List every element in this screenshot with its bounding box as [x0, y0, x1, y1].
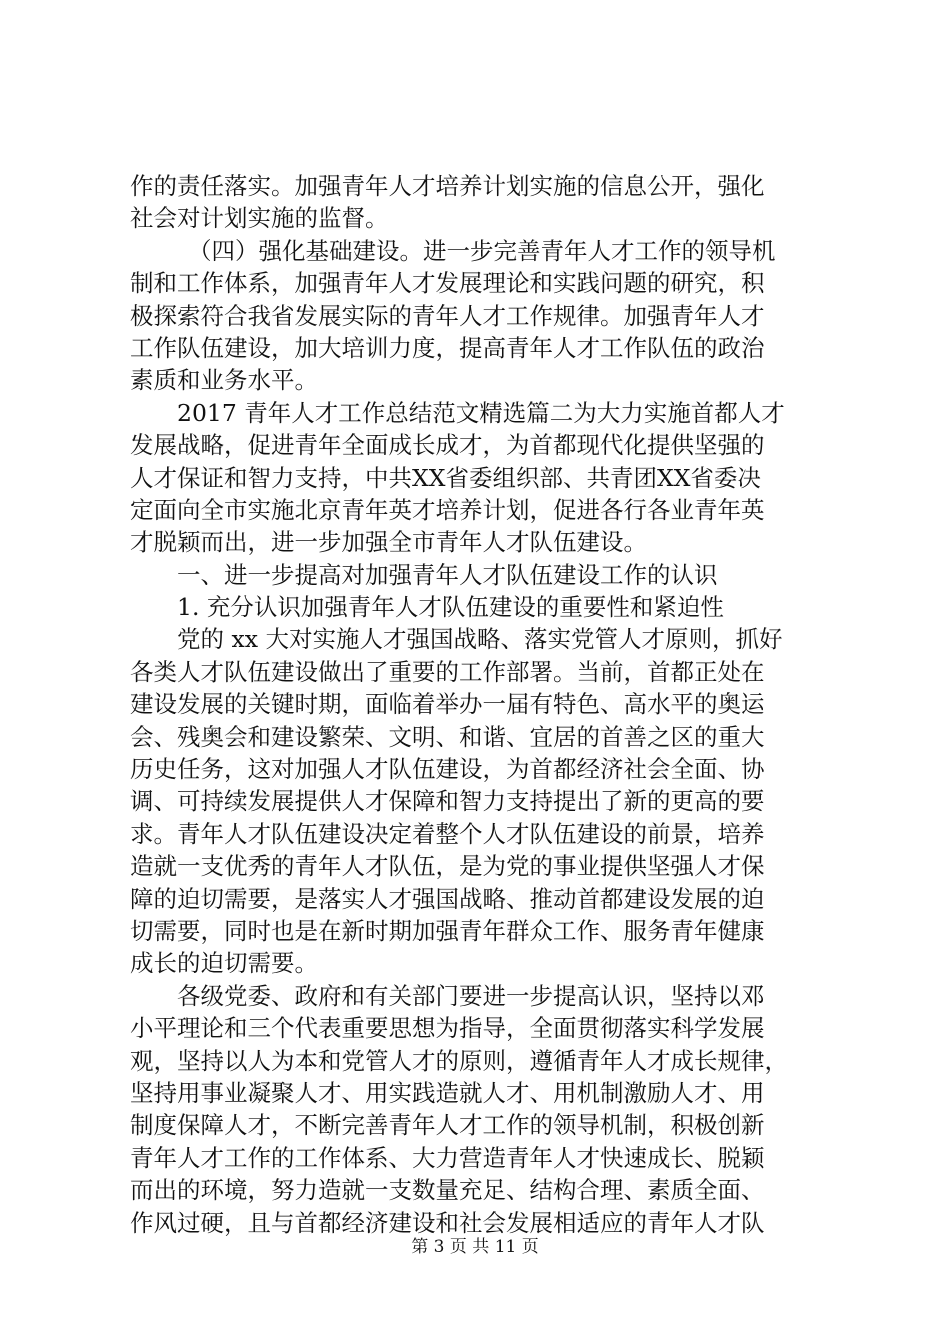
- text-line: 调、可持续发展提供人才保障和智力支持提出了新的更高的要: [130, 787, 765, 816]
- text-line: 造就一支优秀的青年人才队伍，是为党的事业提供坚强人才保: [130, 852, 765, 881]
- text-line: 而出的环境，努力造就一支数量充足、结构合理、素质全面、: [130, 1176, 765, 1205]
- text-line: 青年人才工作的工作体系、大力营造青年人才快速成长、脱颖: [130, 1143, 765, 1172]
- text-line: 才脱颖而出，进一步加强全市青年人才队伍建设。: [130, 528, 647, 557]
- text-line: 社会对计划实施的监督。: [130, 204, 389, 233]
- text-line: 障的迫切需要，是落实人才强国战略、推动首都建设发展的迫: [130, 884, 765, 913]
- text-line: 坚持用事业凝聚人才、用实践造就人才、用机制激励人才、用: [130, 1078, 765, 1107]
- text-line: 会、残奥会和建设繁荣、文明、和谐、宜居的首善之区的重大: [130, 722, 765, 751]
- text-line: 工作队伍建设，加大培训力度，提高青年人才工作队伍的政治: [130, 333, 765, 362]
- text-line: （四）强化基础建设。进一步完善青年人才工作的领导机: [188, 236, 776, 265]
- page-number-footer: 第 3 页 共 11 页: [411, 1237, 539, 1257]
- text-line: 作的责任落实。加强青年人才培养计划实施的信息公开，强化: [130, 172, 765, 200]
- text-line: 人才保证和智力支持，中共XX省委组织部、共青团XX省委决: [130, 463, 761, 492]
- text-line: 成长的迫切需要。: [130, 949, 318, 978]
- text-line: 素质和业务水平。: [130, 366, 318, 395]
- text-line: 历史任务，这对加强人才队伍建设，为首都经济社会全面、协: [130, 755, 765, 784]
- text-line: 观，坚持以人为本和党管人才的原则，遵循青年人才成长规律，: [130, 1046, 788, 1075]
- text-line: 极探索符合我省发展实际的青年人才工作规律。加强青年人才: [130, 301, 765, 330]
- subsection-heading: 1. 充分认识加强青年人才队伍建设的重要性和紧迫性: [177, 593, 724, 622]
- text-line: 制度保障人才，不断完善青年人才工作的领导机制，积极创新: [130, 1111, 765, 1140]
- text-line: 制和工作体系，加强青年人才发展理论和实践问题的研究，积: [130, 269, 765, 298]
- text-line: 各级党委、政府和有关部门要进一步提高认识，坚持以邓: [177, 981, 765, 1010]
- text-line: 各类人才队伍建设做出了重要的工作部署。当前，首都正处在: [130, 657, 765, 686]
- text-line: 发展战略，促进青年全面成长成才，为首都现代化提供坚强的: [130, 431, 765, 460]
- text-line: 党的 xx 大对实施人才强国战略、落实党管人才原则，抓好: [177, 625, 783, 654]
- document-body: [130, 170, 830, 1239]
- text-line: 切需要，同时也是在新时期加强青年群众工作、服务青年健康: [130, 916, 765, 945]
- text-line: 2017 青年人才工作总结范文精选篇二为大力实施首都人才: [177, 398, 785, 427]
- section-heading: 一、进一步提高对加强青年人才队伍建设工作的认识: [177, 560, 718, 589]
- text-line: 求。青年人才队伍建设决定着整个人才队伍建设的前景，培养: [130, 819, 765, 848]
- text-line: 建设发展的关键时期，面临着举办一届有特色、高水平的奥运: [130, 690, 765, 719]
- text-line: 作风过硬，且与首都经济建设和社会发展相适应的青年人才队: [130, 1208, 765, 1237]
- text-line: 小平理论和三个代表重要思想为指导，全面贯彻落实科学发展: [130, 1014, 765, 1043]
- text-line: 定面向全市实施北京青年英才培养计划，促进各行各业青年英: [130, 495, 765, 524]
